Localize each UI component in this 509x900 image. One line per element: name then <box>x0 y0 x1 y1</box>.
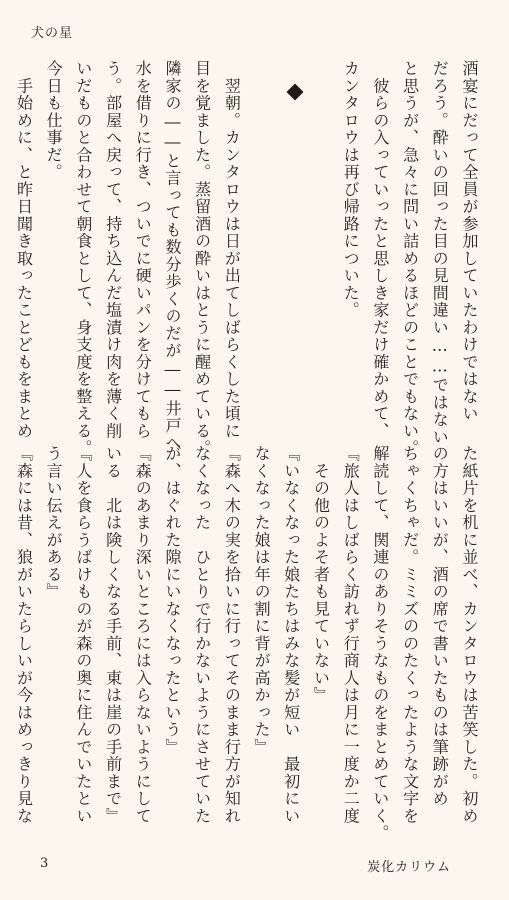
text-line: 『森のあまり深いところには入らないようにして <box>133 445 153 825</box>
text-line <box>246 60 276 430</box>
text-line: なくなった娘は年の割に背が高かった』 <box>252 445 272 756</box>
text-line: 翌朝。カンタロウは日が出てしばらくした頃に <box>222 60 242 440</box>
text-line: なくなった ひとりで行かないようにさせていた <box>192 445 212 825</box>
text-line: 『旅人はしばらく訪れず行商人は月に一度か二度 <box>341 445 361 825</box>
text-line: 水を借りに行き、ついでに硬いパンを分けてもら <box>133 60 153 440</box>
text-line: う。部屋へ戻って、持ち込んだ塩漬け肉を薄く削 <box>103 60 123 440</box>
text-line: と思うが、急々に問い詰めるほどのことでもない。 <box>400 60 420 457</box>
text-line: た紙片を机に並べ、カンタロウは苦笑した。初め <box>460 445 479 825</box>
text-line: その他のよそ者も見ていない』 <box>311 445 331 704</box>
text-line: 彼らの入っていったと思しき家だけ確かめて、 <box>370 60 390 440</box>
text-line <box>276 60 306 430</box>
text-line: 手始めに、と昨日聞き取ったことどもをまとめ <box>14 60 34 440</box>
text-line: 目を覚ました。蒸留酒の酔いはとうに醒めている。 <box>192 60 212 457</box>
text-line: カンタロウは再び帰路についた。 <box>341 60 361 319</box>
text-line: 酒宴にだって全員が参加していたわけではない <box>460 60 479 423</box>
page-number: 3 <box>40 856 49 871</box>
text-line: いだものと合わせて朝食として、身支度を整える。 <box>73 60 93 457</box>
text-line: ちゃくちゃだ。ミミズののたくったような文字を <box>400 445 420 825</box>
text-line <box>306 60 336 430</box>
body-text-bottom <box>9 445 484 842</box>
text-line: 『人を食らうばけものが森の奥に住んでいたとい <box>73 445 93 825</box>
author-name: 炭化カリウム <box>367 860 451 875</box>
text-line: 『森へ木の実を拾いに行ってそのまま行方が知れ <box>222 445 242 825</box>
text-line: 今日も仕事だ。 <box>44 60 64 181</box>
text-line: が、はぐれた隙にいなくなったという』 <box>162 445 182 756</box>
text-line: だろう。酔いの回った目の見間違い……ではない <box>430 60 450 446</box>
text-line: 『いなくなった娘たちはみな髪が短い 最初にい <box>281 445 301 825</box>
body-text-top <box>9 60 484 457</box>
text-line: 隣家の――と言っても数分歩くのだが――井戸へ <box>162 60 182 452</box>
text-line: 解読して、関連のありそうなものをまとめていく。 <box>370 445 390 842</box>
text-line: いる 北は険しくなる手前、東は崖の手前まで』 <box>103 445 123 825</box>
text-line: う言い伝えがある』 <box>44 445 64 601</box>
text-line: の方はいいが、酒の席で書いたものは筆跡がめ <box>430 445 450 808</box>
running-head-title: 犬の星 <box>31 26 74 41</box>
text-line: 『森には昔、狼がいたらしいが今はめっきり見な <box>14 445 34 825</box>
